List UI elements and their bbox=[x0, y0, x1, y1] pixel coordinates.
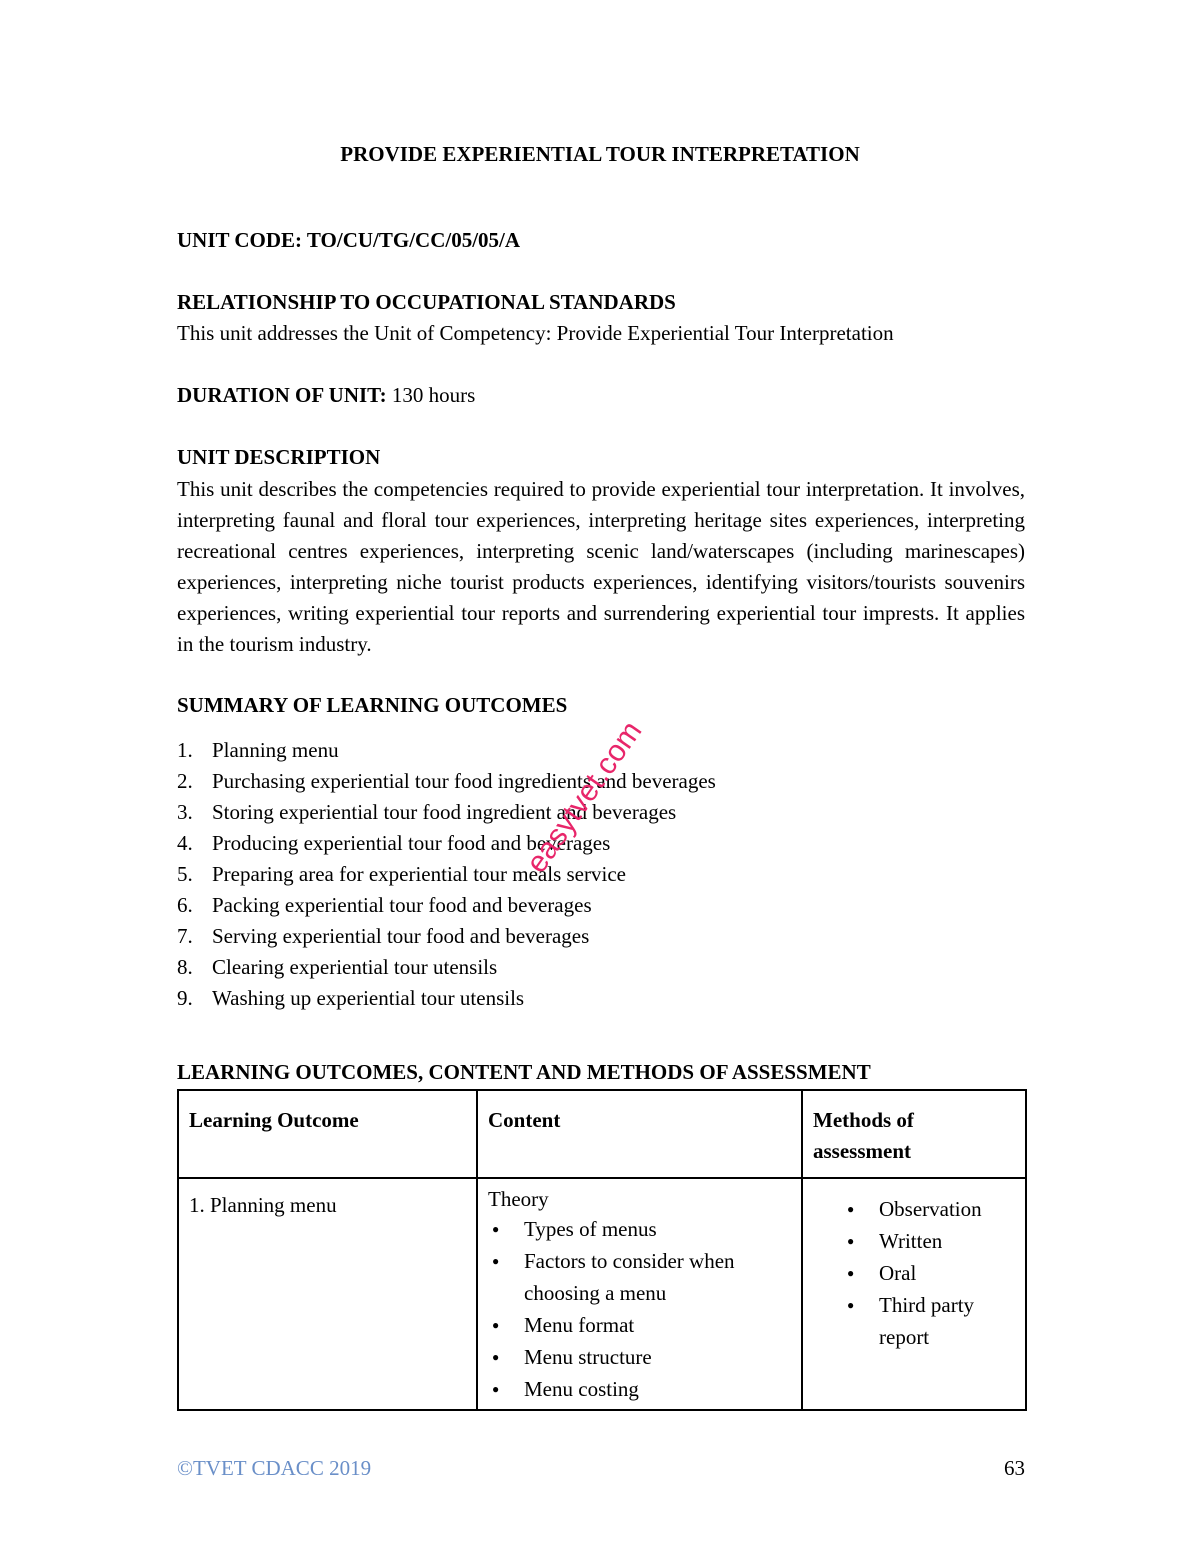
table-row bbox=[178, 1178, 1026, 1410]
list-item: 1. Planning menu bbox=[177, 738, 339, 762]
page-title: PROVIDE EXPERIENTIAL TOUR INTERPRETATION bbox=[340, 142, 860, 166]
list-item: ● Third party report bbox=[843, 1289, 1015, 1353]
list-item: 2. Purchasing experiential tour food ingredients and beverages bbox=[177, 769, 716, 793]
list-item: ● Factors to consider when choosing a menu bbox=[488, 1245, 791, 1309]
table-header-row bbox=[178, 1090, 1026, 1178]
relationship-text: This unit addresses the Unit of Competency: Provide Experiential Tour Interpretation bbox=[177, 321, 894, 345]
content-list bbox=[488, 1213, 791, 1405]
list-item: ● Types of menus bbox=[488, 1213, 791, 1245]
cell-outcome: 1. Planning menu bbox=[178, 1178, 477, 1410]
relationship-heading: RELATIONSHIP TO OCCUPATIONAL STANDARDS bbox=[177, 290, 676, 314]
methods-list bbox=[813, 1193, 1015, 1353]
list-item: ● Written bbox=[843, 1225, 1015, 1257]
list-item: ● Menu structure bbox=[488, 1341, 791, 1373]
list-item: 7. Serving experiential tour food and beverages bbox=[177, 924, 590, 948]
list-item: 6. Packing experiential tour food and beverages bbox=[177, 893, 592, 917]
duration-value: 130 hours bbox=[391, 383, 476, 407]
list-item: 5. Preparing area for experiential tour meals service bbox=[177, 862, 626, 886]
header-learning-outcome: Learning Outcome bbox=[178, 1090, 477, 1178]
page-number: 63 bbox=[1004, 1456, 1025, 1480]
watermark: easytvet.com bbox=[520, 715, 649, 879]
outcomes-list bbox=[177, 735, 716, 1014]
cell-methods bbox=[802, 1178, 1026, 1410]
cell-content bbox=[477, 1178, 802, 1410]
unit-code: UNIT CODE: TO/CU/TG/CC/05/05/A bbox=[177, 228, 521, 252]
header-methods: Methods of assessment bbox=[802, 1090, 1026, 1178]
list-item: ● Menu format bbox=[488, 1309, 791, 1341]
table-heading: LEARNING OUTCOMES, CONTENT AND METHODS OF ASSESSMENT bbox=[177, 1060, 871, 1084]
list-item: ● Oral bbox=[843, 1257, 1015, 1289]
list-item: 9. Washing up experiential tour utensils bbox=[177, 986, 525, 1010]
list-item: ● Menu costing bbox=[488, 1373, 791, 1405]
description-heading: UNIT DESCRIPTION bbox=[177, 445, 381, 469]
header-content: Content bbox=[477, 1090, 802, 1178]
list-item: 8. Clearing experiential tour utensils bbox=[177, 955, 498, 979]
outcomes-table bbox=[177, 1089, 1027, 1411]
list-item: 4. Producing experiential tour food and beverages bbox=[177, 831, 611, 855]
footer-copyright: ©TVET CDACC 2019 bbox=[177, 1456, 372, 1480]
content-title: Theory bbox=[488, 1187, 549, 1211]
description-text: This unit describes the competencies required to provide experiential tour interpretation. It involves, interpreting faunal and floral tour experiences, interpreting heritage sites experiences, interpreting recreational centres experiences, interpreting scenic land/waterscapes (including marinescapes) experiences, interpreting niche tourist products experiences, identifying visitors/tourists souvenirs experiences, writing experiential tour reports and surrendering experiential tour imprests. It applies in the tourism industry. bbox=[177, 477, 1025, 656]
list-item: 3. Storing experiential tour food ingredient and beverages bbox=[177, 800, 677, 824]
summary-heading: SUMMARY OF LEARNING OUTCOMES bbox=[177, 693, 568, 717]
duration-line bbox=[177, 383, 475, 408]
list-item: ● Observation bbox=[843, 1193, 1015, 1225]
duration-label: DURATION OF UNIT: bbox=[177, 383, 387, 407]
